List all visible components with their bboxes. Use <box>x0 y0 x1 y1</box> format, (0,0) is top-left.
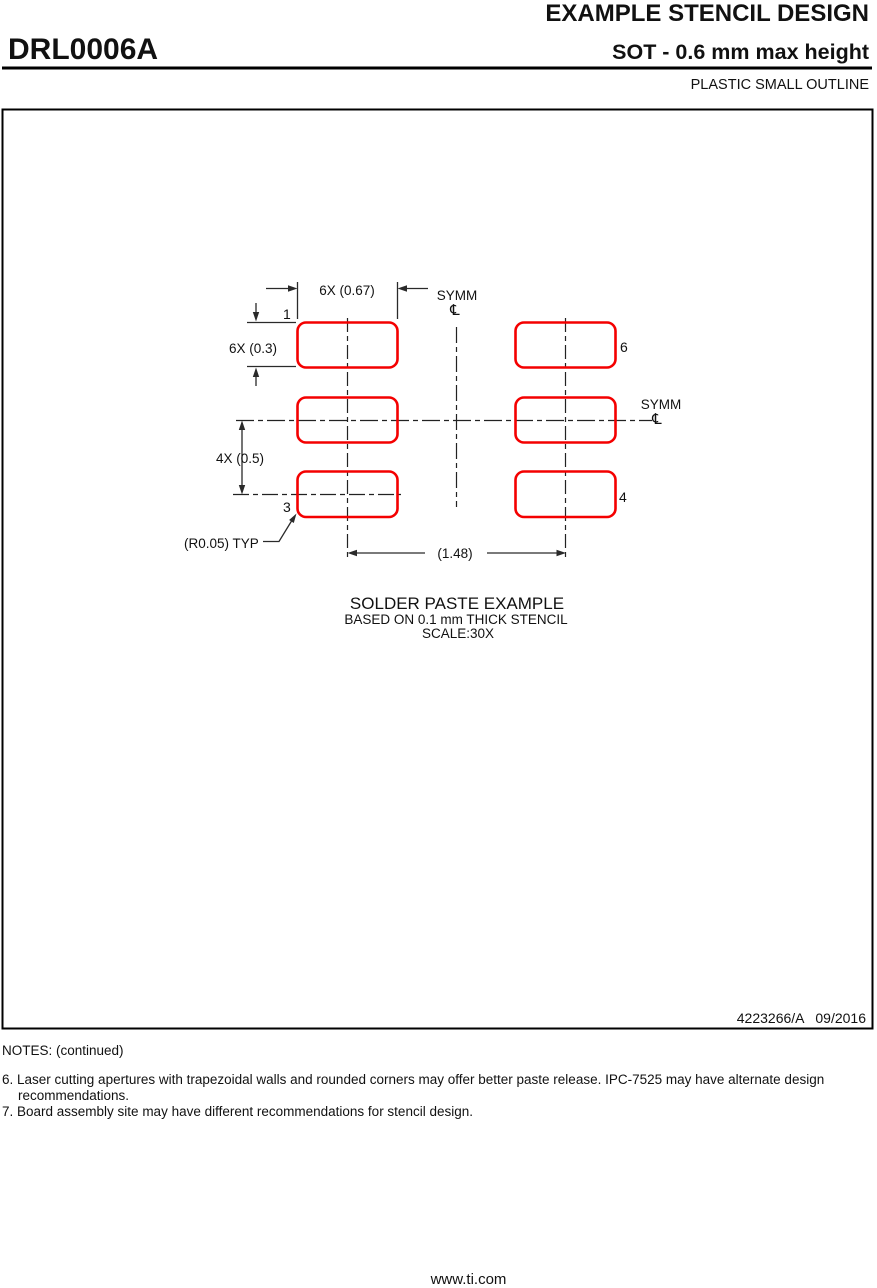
drawing-number: 4223266/A 09/2016 <box>736 1010 866 1026</box>
pin-1-label: 1 <box>283 306 291 322</box>
dim-pitch: 4X (0.5) <box>216 451 265 466</box>
pin-4-label: 4 <box>619 489 627 505</box>
note-item-7: 7. Board assembly site may have different recommendations for stencil design. <box>2 1104 473 1119</box>
pin-6-label: 6 <box>620 339 628 355</box>
note-item-6: 6. Laser cutting apertures with trapezoidal walls and rounded corners may offer better paste release. IPC-7525 may have alternate design recommendations. <box>2 1072 825 1103</box>
page-title: EXAMPLE STENCIL DESIGN <box>545 0 869 27</box>
centerlines <box>233 318 652 560</box>
caption-title: SOLDER PASTE EXAMPLE <box>349 594 565 613</box>
part-number: DRL0006A <box>8 33 159 66</box>
caption-scale: SCALE:30X <box>421 626 495 641</box>
caption-stencil-note: BASED ON 0.1 mm THICK STENCIL <box>344 612 568 627</box>
dim-corner-radius: (R0.05) TYP <box>184 536 259 551</box>
dim-pad-width: 6X (0.67) <box>319 283 375 298</box>
centerline-symbol-icon: ℄ <box>450 301 460 319</box>
dim-pad-height: 6X (0.3) <box>229 341 278 356</box>
package-height-title: SOT - 0.6 mm max height <box>612 40 869 64</box>
symm-right-label: SYMM <box>640 397 682 412</box>
dim-span: (1.48) <box>437 546 473 561</box>
drawing-frame <box>3 110 873 1029</box>
centerline-symbol-icon: ℄ <box>652 410 662 428</box>
notes-heading: NOTES: (continued) <box>2 1043 124 1058</box>
symm-top-label: SYMM <box>436 288 478 303</box>
package-type-subtitle: PLASTIC SMALL OUTLINE <box>690 77 869 93</box>
pin-3-label: 3 <box>283 499 291 515</box>
footer-url: www.ti.com <box>430 1271 507 1288</box>
